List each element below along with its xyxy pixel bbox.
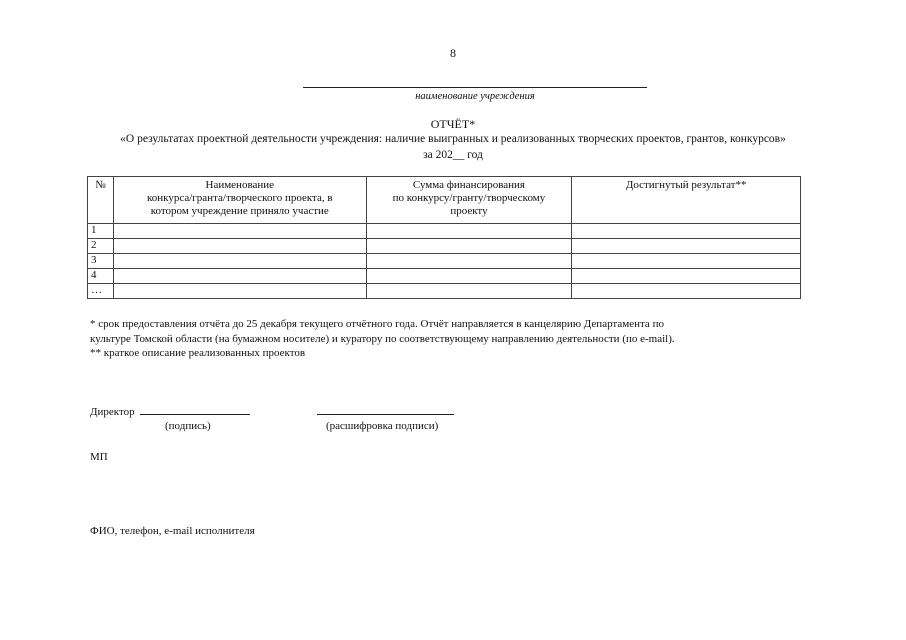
result-cell[interactable] — [572, 269, 801, 284]
report-table — [87, 176, 801, 299]
footnote-line: * срок предоставления отчёта до 25 декабря текущего отчётного года. Отчёт направляется в канцелярию Департамента по — [90, 318, 664, 330]
funding-cell[interactable] — [366, 284, 572, 299]
name-cell[interactable] — [113, 254, 366, 269]
header-name — [113, 177, 366, 224]
table-row — [88, 239, 801, 254]
report-year: за 202__ год — [423, 149, 483, 161]
result-cell[interactable] — [572, 239, 801, 254]
report-title: ОТЧЁТ* — [430, 117, 476, 131]
footnotes — [90, 317, 810, 361]
organization-name-line — [303, 87, 647, 88]
signature-decoding-line[interactable] — [317, 404, 454, 415]
header-result — [572, 177, 801, 224]
name-cell[interactable] — [113, 269, 366, 284]
name-cell[interactable] — [113, 284, 366, 299]
report-subtitle: «О результатах проектной деятельности учреждения: наличие выигранных и реализованных творческих проектов, грантов, конкурсов» — [120, 133, 786, 145]
footnote-line: культуре Томской области (на бумажном носителе) и куратору по соответствующему направлению деятельности (по e-mail). — [90, 332, 675, 345]
row-number-cell: 2 — [88, 239, 114, 254]
table-row — [88, 254, 801, 269]
row-number-cell: 1 — [88, 224, 114, 239]
result-cell[interactable] — [572, 254, 801, 269]
header-name-line: Наименование — [205, 179, 275, 191]
header-result-line: Достигнутый результат** — [625, 179, 747, 191]
table-header-row — [88, 177, 801, 224]
funding-cell[interactable] — [366, 269, 572, 284]
table-row — [88, 284, 801, 299]
header-funding — [366, 177, 572, 224]
row-number-cell: 4 — [88, 269, 114, 284]
header-funding-line: Сумма финансирования — [412, 179, 525, 191]
header-funding-line: по конкурсу/гранту/творческому — [392, 192, 546, 204]
organization-name-caption: наименование учреждения — [415, 91, 535, 102]
name-cell[interactable] — [113, 239, 366, 254]
result-cell[interactable] — [572, 224, 801, 239]
header-funding-line: проекту — [450, 205, 488, 217]
funding-cell[interactable] — [366, 239, 572, 254]
footnote-line: ** краткое описание реализованных проектов — [90, 347, 306, 359]
page-number: 8 — [450, 46, 456, 60]
funding-cell[interactable] — [366, 224, 572, 239]
table-row — [88, 269, 801, 284]
signature-decoding-caption: (расшифровка подписи) — [326, 420, 439, 432]
signature-line[interactable] — [140, 404, 250, 415]
header-number-line: № — [95, 179, 106, 191]
header-name-line: конкурса/гранта/творческого проекта, в — [146, 192, 333, 204]
signature-caption: (подпись) — [165, 420, 211, 432]
funding-cell[interactable] — [366, 254, 572, 269]
row-number-cell: … — [88, 284, 114, 299]
header-number — [88, 177, 114, 224]
executor-label: ФИО, телефон, e-mail исполнителя — [90, 525, 255, 537]
name-cell[interactable] — [113, 224, 366, 239]
director-signature-block — [90, 404, 454, 418]
header-name-line: котором учреждение приняло участие — [150, 205, 329, 217]
row-number-cell: 3 — [88, 254, 114, 269]
result-cell[interactable] — [572, 284, 801, 299]
director-label: Директор — [90, 406, 135, 418]
stamp-label: МП — [90, 451, 108, 463]
table-row — [88, 224, 801, 239]
